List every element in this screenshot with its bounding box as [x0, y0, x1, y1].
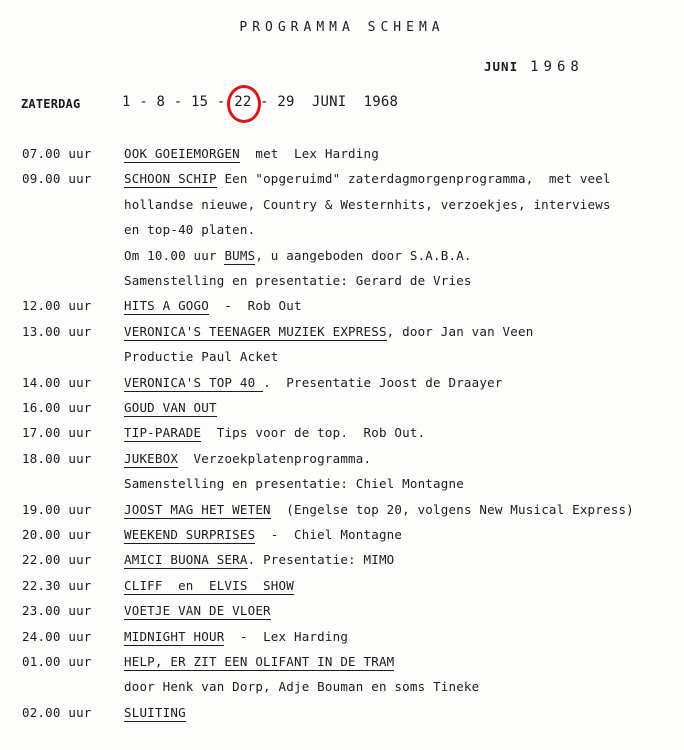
program-title: WEEKEND SURPRISES: [124, 527, 256, 542]
schedule-content: [124, 654, 394, 669]
circled-date-text: 22: [234, 94, 252, 110]
schedule-content: [124, 451, 371, 466]
program-title: VERONICA'S TEENAGER MUZIEK EXPRESS: [124, 323, 387, 339]
schedule-time: 17.00 uur: [22, 425, 92, 441]
schedule-time: 22.00 uur: [22, 552, 92, 568]
program-description: (Engelse top 20, volgens New Musical Express): [270, 501, 634, 517]
program-title: MIDNIGHT HOUR: [124, 628, 225, 644]
schedule-time: 22.30 uur: [22, 577, 92, 593]
schedule-content: [124, 375, 503, 390]
program-description: - Rob Out: [208, 298, 302, 314]
schedule-time: 02.00 uur: [22, 704, 92, 720]
schedule-time: 01.00 uur: [22, 654, 92, 669]
program-description: Verzoekplatenprogramma.: [178, 450, 372, 466]
schedule-content: [124, 400, 217, 415]
schedule-time: 12.00 uur: [22, 298, 92, 314]
schedule-time: 13.00 uur: [22, 323, 92, 339]
schedule-content: [124, 324, 533, 339]
program-description: - Lex Harding: [224, 628, 349, 644]
program-title: VERONICA'S TOP 40: [124, 374, 264, 390]
program-description: met Lex Harding: [239, 146, 379, 161]
program-title: HITS A GOGO: [124, 298, 209, 314]
program-description: door Henk van Dorp, Adje Bouman en soms Tineke: [124, 679, 480, 695]
program-description: - Chiel Montagne: [255, 527, 403, 542]
schedule-time: 09.00 uur: [22, 171, 92, 187]
program-description: Samenstelling en presentatie: Chiel Montagne: [124, 476, 464, 492]
schedule-content: [124, 629, 348, 644]
schedule-time: 23.00 uur: [22, 603, 92, 619]
schedule-content: [124, 425, 425, 440]
schedule-content: [124, 197, 611, 212]
program-title: SLUITING: [124, 704, 186, 720]
program-title: VOETJE VAN DE VLOER: [124, 603, 271, 619]
program-description: Productie Paul Acket: [124, 349, 279, 365]
dates-after: - 29 JUNI 1968: [260, 94, 399, 110]
schedule-content: [124, 705, 186, 720]
date-list: [122, 94, 398, 110]
schedule-time: 14.00 uur: [22, 374, 92, 390]
page-title: PROGRAMMA SCHEMA: [239, 20, 445, 35]
program-title: BUMS: [224, 247, 256, 263]
schedule-time: 18.00 uur: [22, 450, 92, 466]
schedule-content: [124, 349, 279, 364]
circled-date: [234, 94, 251, 110]
schedule-content: [124, 679, 479, 694]
program-title: HELP, ER ZIT EEN OLIFANT IN DE TRAM: [124, 654, 395, 669]
program-title: GOUD VAN OUT: [124, 400, 217, 415]
year-label: 1968: [530, 59, 584, 75]
schedule-time: 19.00 uur: [22, 501, 92, 517]
schedule-time: 24.00 uur: [22, 628, 92, 644]
program-title: CLIFF en ELVIS SHOW: [124, 577, 294, 593]
schedule-content: [124, 222, 255, 237]
program-title: AMICI BUONA SERA: [124, 552, 248, 568]
red-circle-annotation: [227, 85, 261, 123]
day-label: ZATERDAG: [21, 97, 81, 111]
dates-before: 1 - 8 - 15 -: [122, 94, 226, 110]
month-label: JUNI: [484, 59, 519, 74]
program-description: . Presentatie: MIMO: [247, 552, 395, 568]
schedule-time: 07.00 uur: [22, 146, 92, 161]
program-title: JUKEBOX: [124, 450, 179, 466]
program-description: Tips voor de top. Rob Out.: [201, 425, 426, 441]
schedule-time: 16.00 uur: [22, 400, 92, 415]
program-title: SCHOON SCHIP: [124, 171, 217, 187]
program-description: hollandse nieuwe, Country & Westernhits, verzoekjes, interviews: [124, 196, 611, 212]
program-title: OOK GOEIEMORGEN: [124, 146, 240, 161]
schedule-content: [124, 552, 394, 567]
program-description: , door Jan van Veen: [386, 323, 534, 339]
schedule-content: [124, 527, 402, 542]
program-description: en top-40 platen.: [124, 222, 256, 238]
schedule-time: 20.00 uur: [22, 527, 92, 542]
program-description: , u aangeboden door S.A.B.A.: [255, 247, 472, 263]
schedule-content: [124, 298, 302, 313]
schedule-content: [124, 273, 472, 288]
program-description: Een "opgeruimd" zaterdagmorgenprogramma, met veel: [216, 171, 611, 187]
month-year-heading: [484, 59, 584, 75]
schedule-content: [124, 171, 611, 186]
program-description: Samenstelling en presentatie: Gerard de Vries: [124, 273, 472, 288]
program-title: TIP-PARADE: [124, 425, 202, 441]
schedule-content: [124, 603, 271, 618]
schedule-content: [124, 502, 634, 517]
schedule-content: [124, 578, 294, 593]
program-title: JOOST MAG HET WETEN: [124, 501, 271, 517]
program-description: . Presentatie Joost de Draayer: [263, 374, 503, 390]
schedule-content: [124, 248, 472, 263]
schedule-content: [124, 146, 379, 161]
schedule-prefix: Om 10.00 uur: [124, 247, 225, 263]
schedule-content: [124, 476, 464, 491]
